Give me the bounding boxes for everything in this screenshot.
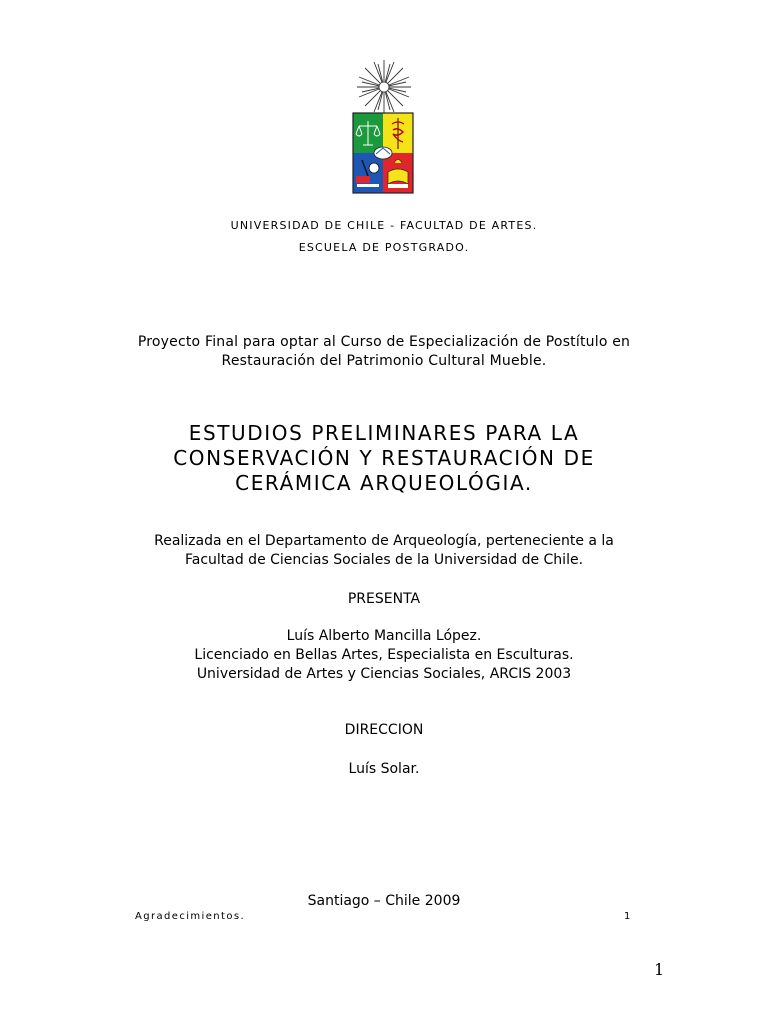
project-description-line-2: Restauración del Patrimonio Cultural Mueble.: [221, 353, 547, 369]
author-degree: Licenciado en Bellas Artes, Especialista en Esculturas.: [194, 647, 574, 663]
place-and-date: Santiago – Chile 2009: [307, 893, 461, 909]
page-number: 1: [654, 960, 665, 979]
direccion-label: DIRECCION: [344, 722, 424, 738]
university-crest-logo: [342, 58, 426, 198]
author-institution: Universidad de Artes y Ciencias Sociales, ARCIS 2003: [196, 666, 572, 682]
project-description-line-1: Proyecto Final para optar al Curso de Especialización de Postítulo en: [137, 334, 631, 350]
university-name: UNIVERSIDAD DE CHILE - FACULTAD DE ARTES.: [230, 219, 538, 232]
director-name: Luís Solar.: [348, 761, 420, 777]
context-line-2: Facultad de Ciencias Sociales de la Universidad de Chile.: [184, 552, 584, 568]
center-emblem-icon: [374, 147, 392, 159]
footer-section-label: Agradecimientos.: [135, 911, 246, 922]
document-title-line-2: CONSERVACIÓN Y RESTAURACIÓN DE: [173, 446, 595, 470]
document-title-line-3: CERÁMICA ARQUEOLÓGIA.: [235, 471, 533, 495]
school-name: ESCUELA DE POSTGRADO.: [298, 241, 470, 254]
presenta-label: PRESENTA: [347, 591, 421, 607]
author-name: Luís Alberto Mancilla López.: [286, 628, 482, 644]
document-title-line-1: ESTUDIOS PRELIMINARES PARA LA: [188, 421, 580, 445]
footer-section-number: 1: [624, 911, 631, 922]
context-line-1: Realizada en el Departamento de Arqueología, perteneciente a la: [154, 533, 614, 549]
